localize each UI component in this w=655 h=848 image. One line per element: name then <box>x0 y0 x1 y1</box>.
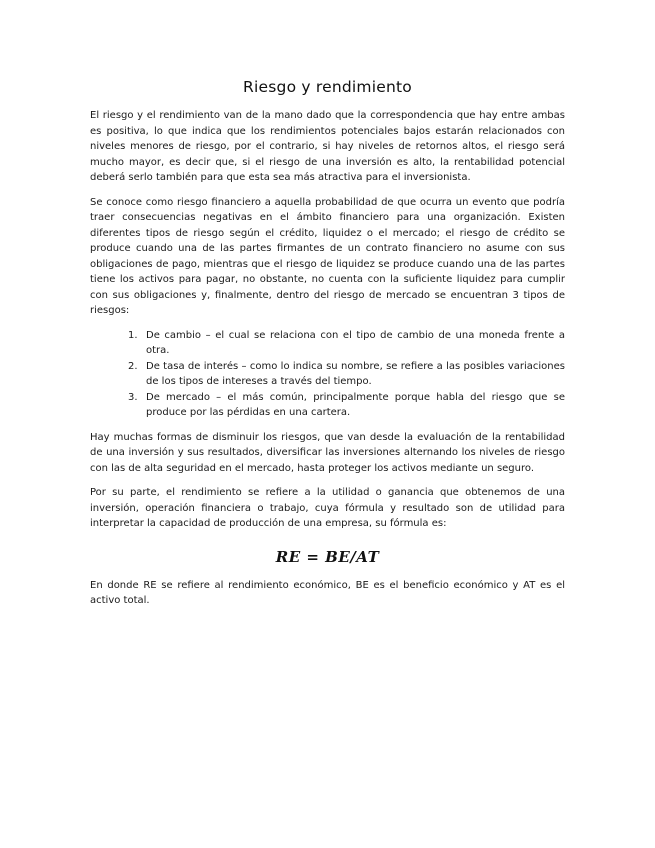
list-item <box>128 390 565 421</box>
formula: RE = BE/AT <box>275 547 380 566</box>
list-item-number: 3. <box>128 391 138 403</box>
paragraph-formula-explanation: En donde RE se refiere al rendimiento económico, BE es el beneficio económico y AT es el activo total. <box>90 579 565 606</box>
list-item <box>128 328 565 359</box>
paragraph-risk-definition: Se conoce como riesgo financiero a aquella probabilidad de que ocurra un evento que podría traer consecuencias negativas en el ámbito financiero para una organización. Existen diferentes tipos de riesgo según el crédito, liquidez o el mercado; el riesgo de crédito se produce cuando una de las partes firmantes de un contrato financiero no asume con sus obligaciones de pago, mientras que el riesgo de liquidez se produce cuando una de las partes tiene los activos para pagar, no obstante, no cuenta con la suficiente liquidez para cumplir con sus obligaciones y, finalmente, dentro del riesgo de mercado se encuentran 3 tipos de riesgos: <box>90 196 565 316</box>
list-item-number: 2. <box>128 360 138 372</box>
list-item-number: 1. <box>128 329 138 341</box>
paragraph-intro: El riesgo y el rendimiento van de la mano dado que la correspondencia que hay entre ambas es positiva, lo que indica que los rendimientos potenciales bajos estarán relacionados con niveles menores de riesgo, por el contrario, si hay niveles de retornos altos, el riesgo será mucho mayor, es decir que, si el riesgo de una inversión es alto, la rentabilidad potencial deberá serlo también para que esta sea más atractiva para el inversionista. <box>90 110 565 183</box>
list-item-text: De tasa de interés – como lo indica su nombre, se refiere a las posibles variaciones de los tipos de intereses a través del tiempo. <box>146 360 565 387</box>
list-item-text: De cambio – el cual se relaciona con el tipo de cambio de una moneda frente a otra. <box>146 329 565 356</box>
page-title: Riesgo y rendimiento <box>243 78 412 96</box>
list-item-text: De mercado – el más común, principalmente porque habla del riesgo que se produce por las pérdidas en una cartera. <box>146 391 565 418</box>
list-item <box>128 359 565 390</box>
paragraph-reduce-risk: Hay muchas formas de disminuir los riesgos, que van desde la evaluación de la rentabilidad de una inversión y sus resultados, diversificar las inversiones alternando los niveles de riesgo con las de alta seguridad en el mercado, hasta proteger los activos mediante un seguro. <box>90 431 565 474</box>
paragraph-yield-definition: Por su parte, el rendimiento se refiere a la utilidad o ganancia que obtenemos de una inversión, operación financiera o trabajo, cuya fórmula y resultado son de utilidad para interpretar la capacidad de producción de una empresa, su fórmula es: <box>90 487 565 529</box>
risk-types-list <box>90 328 565 421</box>
